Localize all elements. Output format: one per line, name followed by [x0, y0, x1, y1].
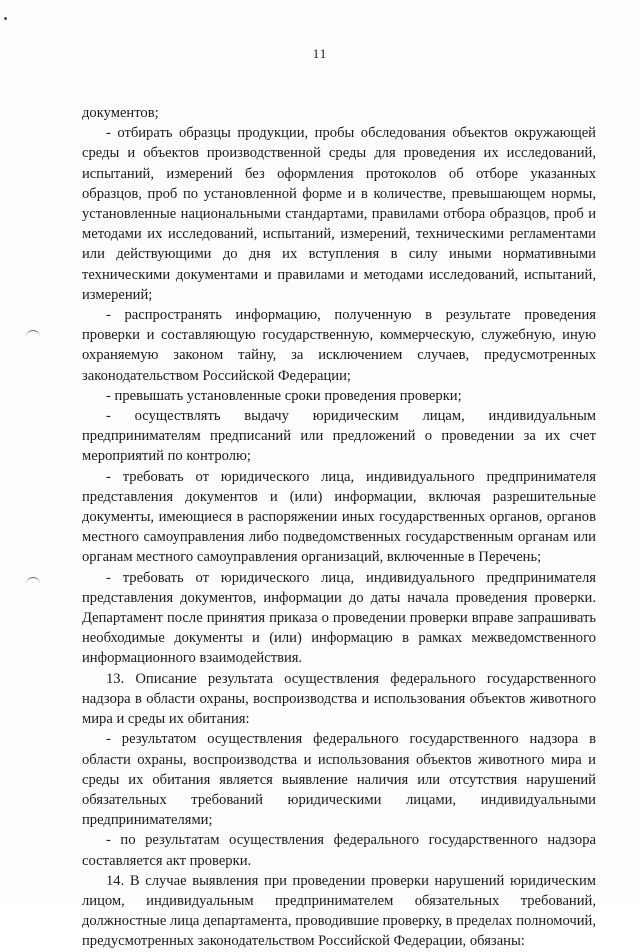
document-body	[82, 103, 596, 952]
section-13-paragraph: 13. Описание результата осуществления федерального государственного надзора в области охраны, воспроизводства и использования объектов животного мира и среды их обитания:	[82, 670, 596, 728]
paragraph: - результатом осуществления федерального государственного надзора в области охраны, воспроизводства и использования объектов животного мира и среды их обитания является выявление наличия или отсутствия нарушений обязательных требований юридическими лицами, индивидуальными предпринимателями;	[82, 731, 596, 829]
paragraph: - требовать от юридического лица, индивидуального предпринимателя представления документов и (или) информации, включая разрешительные документы, имеющиеся в распоряжении иных государственных органов, органов местного самоуправления либо подведомственных государственным органам или органам местного самоуправления организаций, включенные в Перечень;	[82, 468, 596, 566]
page-number: 11	[312, 46, 328, 61]
paragraph: - требовать от юридического лица, индивидуального предпринимателя представления документов, информации до даты начала проведения проверки. Департамент после принятия приказа о проведении проверки вправе запрашивать необходимые документы и (или) информацию в рамках межведомственного информационного взаимодействия.	[82, 569, 596, 667]
paragraph: - превышать установленные сроки проведения проверки;	[106, 387, 462, 404]
section-14-paragraph: 14. В случае выявления при проведении проверки нарушений юридическим лицом, индивидуальным предпринимателем обязательных требований, должностные лица департамента, проводившие проверку, в пределах полномочий, предусмотренных законодательством Российской Федерации, обязаны:	[82, 872, 596, 950]
scan-speck	[4, 17, 7, 20]
binding-hole-mark-upper	[26, 330, 40, 337]
paragraph: - распространять информацию, полученную в результате проведения проверки и составляющую государственную, коммерческую, служебную, иную охраняемую законом тайну, за исключением случаев, предусмотренных законодательством Российской Федерации;	[82, 307, 596, 384]
paragraph: - отбирать образцы продукции, пробы обследования объектов окружающей среды и объектов производственной среды для проведения их исследований, испытаний, измерений без оформления протоколов об отборе указанных образцов, проб по установленной форме и в количестве, превышающем нормы, установленные национальными стандартами, правилами отбора образцов, проб и методами их исследований, испытаний, измерений, техническими регламентами или действующими до дня их вступления в силу иными нормативными техническими документами и правилами и методами исследований, испытаний, измерений;	[82, 125, 596, 303]
paragraph: - по результатам осуществления федерального государственного надзора составляется акт проверки.	[82, 832, 596, 869]
paragraph: документов;	[82, 105, 159, 121]
binding-hole-mark-lower	[26, 577, 40, 584]
paragraph: - осуществлять выдачу юридическим лицам, индивидуальным предпринимателям предписаний или предложений о проведении за их счет мероприятий по контролю;	[82, 408, 596, 465]
